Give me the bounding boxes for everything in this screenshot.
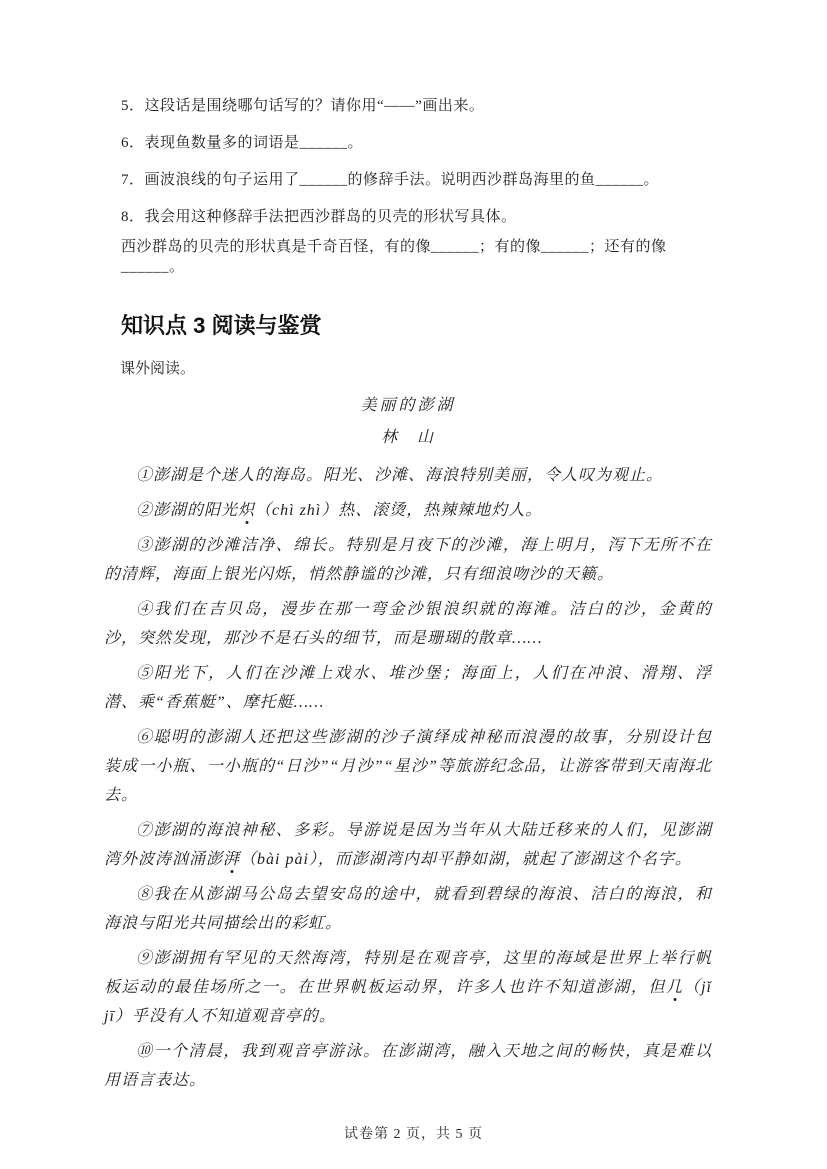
passage-title: 美丽的澎湖	[360, 397, 456, 414]
passage-author: 林 山	[380, 429, 435, 446]
passage-paragraph-3: ③澎湖的沙滩洁净、绵长。特别是月夜下的沙滩，海上明月，泻下无所不在的清辉，海面上银光闪烁，悄然静谧的沙滩，只有细浪吻沙的天籁。	[104, 537, 712, 583]
paragraph-7-text: （bài pài），而澎湖湾内却平静如湖，就起了澎湖这个名字。	[240, 851, 692, 868]
reading-instruction: 课外阅读。	[120, 361, 196, 377]
page-number-text: 试卷第 2 页，共 5 页	[344, 1127, 483, 1142]
passage-paragraph-6: ⑥聪明的澎湖人还把这些澎湖的沙子演绎成神秘而浪漫的故事，分别设计包装成一小瓶、一小瓶的“日沙”“月沙”“星沙”等旅游纪念品，让游客带到天南海北去。	[104, 729, 712, 804]
passage-paragraph-5: ⑤阳光下，人们在沙滩上戏水、堆沙堡；海面上，人们在冲浪、滑翔、浮潜、乘“香蕉艇”、摩托艇……	[104, 665, 712, 711]
emphasized-char-chi: 炽	[238, 502, 256, 519]
question-7: 7．画波浪线的句子运用了______的修辞手法。说明西沙群岛海里的鱼______。	[121, 172, 660, 188]
passage-paragraph-10: ⑩一个清晨，我到观音亭游泳。在澎湖湾，融入天地之间的畅快，真是难以用语言表达。	[104, 1043, 712, 1089]
question-8-fill-line: 西沙群岛的贝壳的形状真是千奇百怪，有的像______；有的像______；还有的像______。	[121, 239, 667, 275]
paragraph-9-text: ⑨澎湖拥有罕见的天然海湾，特别是在观音亭，这里的海域是世界上举行帆板运动的最佳场所之一。在世界帆板运动界，许多人也许不知道澎湖，但	[104, 950, 712, 996]
paragraph-2-text: （chì zhì）热、滚烫，热辣辣地灼人。	[255, 502, 543, 519]
passage-paragraph-1: ①澎湖是个迷人的海岛。阳光、沙滩、海浪特别美丽，令人叹为观止。	[136, 467, 664, 484]
emphasized-char-ji: 几	[665, 979, 684, 996]
questions-section	[104, 96, 712, 277]
emphasized-char-pai: 湃	[223, 851, 241, 868]
reading-passage	[104, 391, 712, 1095]
paragraph-9-text: （jǐ jī）乎没有人不知道观音亭的。	[104, 979, 712, 1025]
paragraph-7-text: ⑦澎湖的海浪神秘、多彩。导游说是因为当年从大陆迁移来的人们，见澎湖湾外波涛汹涌澎	[104, 822, 712, 868]
passage-paragraph-2	[104, 496, 712, 525]
knowledge-point-heading: 知识点 3 阅读与鉴赏	[121, 313, 322, 338]
paragraph-2-text: ②澎湖的阳光	[136, 502, 239, 519]
page-footer	[0, 1123, 827, 1143]
passage-paragraph-7	[104, 816, 712, 874]
question-5: 5．这段话是围绕哪句话写的？请你用“——”画出来。	[121, 98, 485, 114]
question-6: 6．表现鱼数量多的词语是______。	[121, 135, 364, 151]
passage-paragraph-8: ⑧我在从澎湖马公岛去望安岛的途中，就看到碧绿的海浪、洁白的海浪，和海浪与阳光共同描绘出的彩虹。	[104, 886, 712, 932]
question-8: 8．我会用这种修辞手法把西沙群岛的贝壳的形状写具体。	[121, 209, 517, 225]
passage-paragraph-9	[104, 944, 712, 1031]
passage-paragraph-4: ④我们在吉贝岛，漫步在那一弯金沙银浪织就的海滩。洁白的沙，金黄的沙，突然发现，那沙不是石头的细节，而是珊瑚的散章……	[104, 601, 712, 647]
